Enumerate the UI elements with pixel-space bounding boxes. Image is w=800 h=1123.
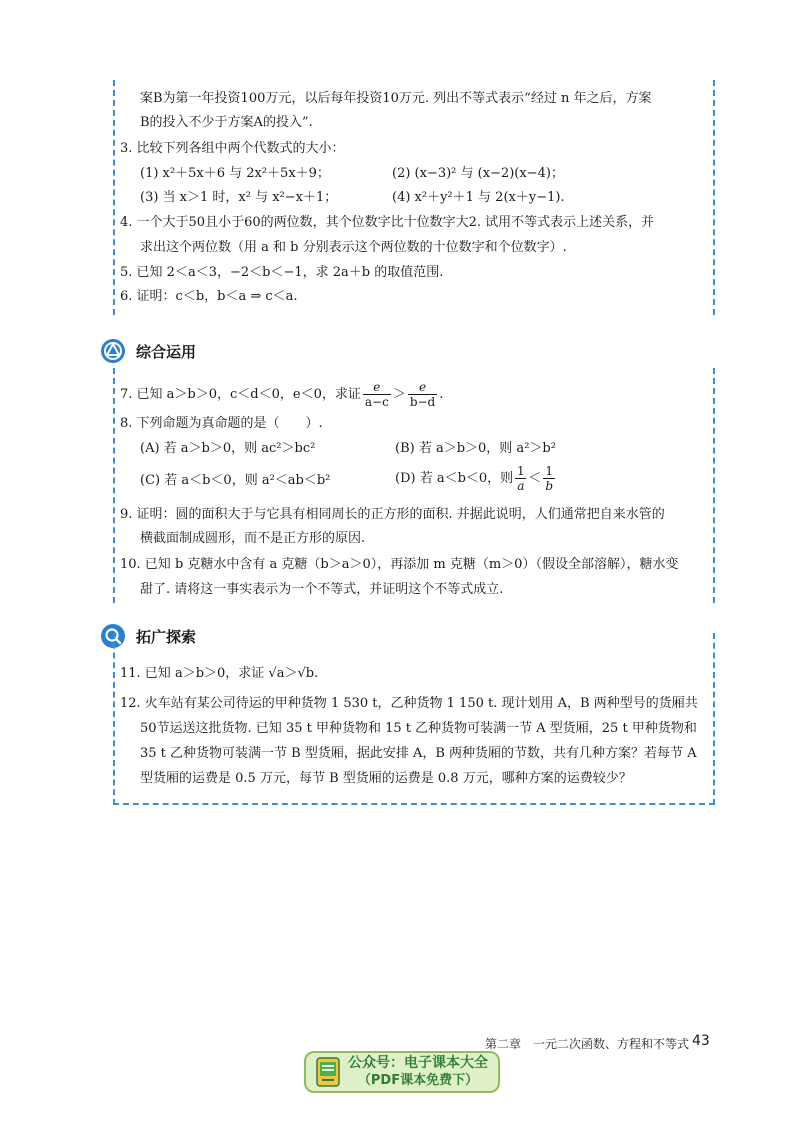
q12-line2: 50节运送这批货物. 已知 35 t 甲种货物和 15 t 乙种货物可装满一节 A 型货厢，25 t 甲种货物和: [140, 721, 697, 736]
section-title: 综合运用: [136, 342, 197, 361]
q2-continued-line2: B的投入不少于方案A的投入”.: [140, 115, 313, 130]
q12-line4: 型货厢的运费是 0.5 万元，每节 B 型货厢的运费是 0.8 万元，哪种方案的运费较少？: [140, 771, 632, 786]
q6: 6. 证明：c＜b，b＜a ⇒ c＜a.: [120, 289, 298, 304]
q8-option-d: [395, 464, 557, 493]
q7-text: 7. 已知 a＞b＞0，c＜d＜0，e＜0，求证: [120, 386, 361, 402]
q8-option-d-text: (D) 若 a＜b＜0，则: [395, 470, 514, 486]
q11: 11. 已知 a＞b＞0，求证 √a＞√b.: [120, 666, 319, 681]
q10-line1: 10. 已知 b 克糖水中含有 a 克糖（b＞a＞0），再添加 m 克糖（m＞0）（假设全部溶解），糖水变: [120, 557, 679, 572]
page-number: 43: [692, 1033, 710, 1049]
q9-line1: 9. 证明：圆的面积大于与它具有相同周长的正方形的面积. 并据此说明，人们通常把自来水管的: [120, 507, 665, 522]
q7-end: .: [439, 386, 444, 402]
q7-fraction-1: [363, 380, 391, 409]
q7-frac1-den: a−c: [364, 395, 389, 409]
q5: 5. 已知 2＜a＜3，−2＜b＜−1，求 2a＋b 的取值范围.: [120, 265, 444, 280]
q7-frac2-den: b−d: [409, 395, 436, 409]
optd-fraction-1: [515, 464, 526, 493]
watermark-text: [348, 1055, 488, 1089]
q12-line3: 35 t 乙种货物可装满一节 B 型货厢，据此安排 A，B 两种货厢的节数，共有几种方案？若每节 A: [140, 746, 697, 761]
q8-stem: 8. 下列命题为真命题的是（ ）.: [120, 416, 323, 431]
q8-option-a: (A) 若 a＞b＞0，则 ac²＞bc²: [140, 441, 316, 456]
q4-line2: 求出这个两位数（用 a 和 b 分别表示这个两位数的十位数字和个位数字）.: [140, 240, 567, 255]
watermark-line1: 公众号：电子课本大全: [348, 1055, 488, 1071]
watermark-line2: （PDF课本免费下）: [357, 1073, 479, 1088]
q3-part3: (3) 当 x＞1 时，x² 与 x²−x＋1；: [140, 190, 338, 205]
q4-line1: 4. 一个大于50且小于60的两位数，其个位数字比十位数字大2. 试用不等式表示上述关系，并: [120, 215, 655, 230]
q7-gt: ＞: [392, 386, 406, 402]
optd-lt: ＜: [528, 470, 542, 486]
q3-stem: 3. 比较下列各组中两个代数式的大小：: [120, 141, 345, 156]
optd-den1: a: [517, 479, 525, 493]
optd-den2: b: [545, 479, 554, 493]
q3-part1: (1) x²＋5x＋6 与 2x²＋5x＋9；: [140, 166, 330, 181]
q8-option-c: (C) 若 a＜b＜0，则 a²＜ab＜b²: [140, 473, 331, 488]
q12-line1: 12. 火车站有某公司待运的甲种货物 1 530 t，乙种货物 1 150 t. 现计划用 A，B 两种型号的货厢共: [120, 696, 698, 711]
q7-fraction-2: [408, 380, 437, 409]
ebook-logo-icon: [316, 1057, 340, 1087]
triangle-knot-icon: [100, 338, 126, 364]
q7-frac2-num: e: [418, 380, 427, 394]
q7-frac1-num: e: [373, 380, 381, 394]
q8-option-b: (B) 若 a＞b＞0，则 a²＞b²: [395, 441, 556, 456]
optd-num2: 1: [545, 464, 554, 478]
optd-num1: 1: [516, 464, 525, 478]
q10-line2: 甜了. 请将这一事实表示为一个不等式，并证明这个不等式成立.: [140, 582, 504, 597]
q3-part2: (2) (x−3)² 与 (x−2)(x−4)；: [392, 166, 564, 181]
q2-continued-line1: 案B为第一年投资100万元，以后每年投资10万元. 列出不等式表示“经过 n 年之后，方案: [140, 91, 652, 106]
chapter-footer: 第二章 一元二次函数、方程和不等式: [485, 1037, 690, 1051]
optd-fraction-2: [543, 464, 555, 493]
section-title: 拓广探索: [136, 627, 197, 646]
watermark-badge: [304, 1051, 500, 1093]
q9-line2: 横截面制成圆形，而不是正方形的原因.: [140, 531, 366, 546]
section-header-comprehensive: [100, 335, 196, 367]
q7: [120, 380, 443, 409]
q3-part4: (4) x²＋y²＋1 与 2(x＋y−1).: [392, 190, 565, 205]
